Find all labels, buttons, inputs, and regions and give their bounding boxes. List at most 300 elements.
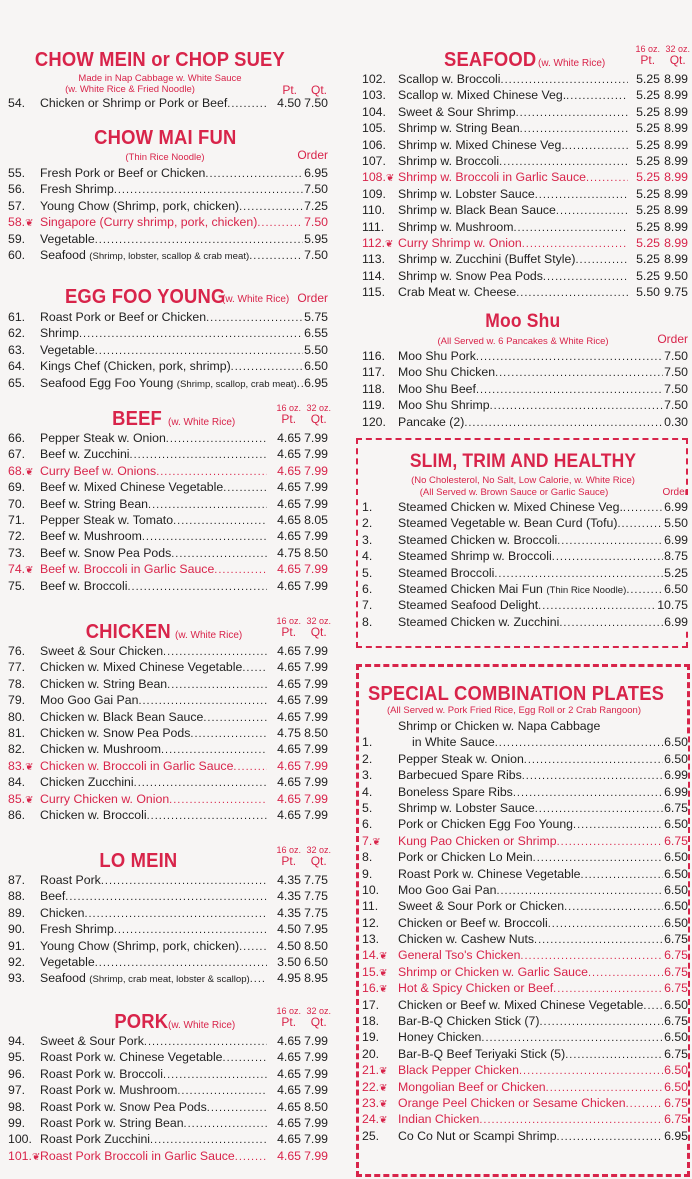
dot-leader — [163, 1067, 267, 1083]
item-name-text: Beef w. Broccoli — [40, 578, 128, 593]
item-name — [40, 643, 163, 659]
list-item — [0, 247, 345, 263]
price-pint: 4.50 — [277, 96, 301, 110]
item-name — [40, 578, 127, 594]
item-name-line — [40, 758, 267, 775]
price-quart: 7.99 — [304, 693, 328, 708]
item-name — [398, 800, 535, 816]
col-header-qt: 32 oz. Qt. — [306, 616, 331, 639]
price-order: 6.50 — [664, 751, 688, 766]
item-number: 4. — [362, 784, 373, 799]
item-name-line — [40, 741, 267, 758]
dot-leader — [166, 431, 267, 447]
section-subtitle: (w. White Rice) — [175, 630, 243, 641]
item-name-line — [398, 169, 628, 186]
item-name-text: Shrimp w. Snow Pea Pods — [398, 268, 543, 283]
item-number: 84. — [8, 775, 26, 790]
dot-leader — [169, 792, 267, 808]
list-item — [0, 725, 345, 741]
list-item — [0, 692, 345, 708]
list-item — [354, 833, 692, 849]
col-header-pt: Pt. — [282, 83, 297, 97]
item-name-text: Singapore (Curry shrimp, pork, chicken) — [40, 215, 258, 230]
item-name — [40, 1115, 184, 1131]
price-pint: 4.65 — [277, 676, 301, 691]
list-item — [0, 970, 345, 986]
item-name-line — [40, 325, 328, 342]
item-number: 23.❦ — [362, 1095, 388, 1110]
item-name-line — [40, 198, 328, 215]
list-item — [0, 888, 345, 904]
item-name-text: Steamed Vegetable w. Bean Curd (Tofu) — [398, 516, 618, 531]
list-item — [354, 532, 692, 548]
list-item — [354, 565, 692, 581]
price-order: 7.50 — [664, 349, 688, 363]
hot-spicy-icon: ❦ — [379, 1115, 388, 1127]
item-number: 75. — [8, 578, 26, 593]
price-pint: 4.75 — [277, 545, 301, 560]
price-pint: 5.25 — [636, 72, 660, 86]
list-item — [354, 915, 692, 931]
price-order: 6.99 — [664, 784, 688, 799]
price-order: 6.95 — [664, 1128, 688, 1143]
list-item — [354, 997, 692, 1013]
item-name-line — [40, 905, 267, 922]
item-name-line — [398, 515, 688, 532]
item-name — [398, 137, 565, 153]
price-pint: 4.65 — [277, 1034, 301, 1048]
section-pork — [0, 1006, 345, 1164]
item-name-text: Shrimp w. Mixed Chinese Veg. — [398, 137, 565, 152]
price-order: 7.50 — [664, 365, 688, 380]
price-quart: 8.50 — [304, 545, 328, 560]
item-name-text: Pepper Steak w. Tomato — [40, 512, 174, 527]
item-number: 21.❦ — [362, 1063, 388, 1078]
price-quart: 9.50 — [664, 268, 688, 283]
dot-leader — [190, 726, 267, 742]
col-header-qt: 32 oz. Qt. — [306, 845, 331, 868]
price-quart: 7.99 — [304, 644, 328, 658]
item-name-text: Beef w. String Bean — [40, 496, 149, 511]
section-egg-foo-young — [0, 287, 345, 391]
item-name-text: Vegetable — [40, 231, 95, 246]
item-name-text: Chicken w. Broccoli in Garlic Sauce — [40, 758, 234, 773]
dot-leader — [95, 343, 328, 359]
dot-leader — [148, 497, 267, 513]
item-number: 17. — [362, 997, 380, 1012]
price-order: 8.75 — [664, 549, 688, 564]
price-quart: 7.99 — [304, 529, 328, 544]
price-pint: 5.25 — [636, 252, 660, 267]
price-pint: 3.50 — [277, 954, 301, 969]
item-name — [398, 882, 496, 898]
item-name-line — [398, 800, 688, 817]
list-item — [0, 528, 345, 544]
item-name-text: Curry Beef w. Onions — [40, 463, 157, 478]
price-order: 6.75 — [664, 800, 688, 815]
item-name-text: Curry Chicken w. Onion — [40, 791, 170, 806]
item-name-text: Crab Meat w. Cheese — [398, 285, 517, 300]
section-slim — [354, 452, 692, 630]
item-name — [398, 1062, 519, 1078]
item-name-text: Pancake (2) — [398, 414, 465, 429]
price-quart: 8.99 — [664, 88, 688, 103]
item-name-text: Steamed Broccoli — [398, 565, 495, 580]
list-item — [354, 120, 692, 136]
item-name-line — [398, 964, 688, 981]
item-number: 25. — [362, 1128, 380, 1143]
item-number: 12. — [362, 915, 380, 930]
item-number: 10. — [362, 882, 380, 897]
price-quart: 8.99 — [664, 72, 688, 86]
dot-leader — [235, 1149, 267, 1165]
item-name-text: Sweet & Sour Pork — [40, 1034, 144, 1048]
dot-leader — [566, 88, 628, 104]
price-pint: 4.65 — [277, 742, 301, 757]
list-item — [354, 800, 692, 816]
list-item — [0, 512, 345, 528]
price-order: 6.99 — [664, 768, 688, 783]
price-pint: 5.50 — [636, 285, 660, 300]
dot-leader — [495, 735, 688, 751]
price-quart: 7.99 — [304, 562, 328, 577]
item-name-line — [40, 545, 267, 562]
item-name — [40, 446, 130, 462]
item-number: 109. — [362, 186, 386, 201]
dot-leader — [223, 1050, 267, 1066]
dot-leader — [203, 710, 267, 726]
item-list — [0, 643, 345, 823]
item-name — [398, 784, 513, 800]
section-lo-mein — [0, 845, 345, 987]
section-beef — [0, 403, 345, 594]
list-item — [0, 479, 345, 495]
dot-leader — [535, 187, 628, 203]
price-order: 6.50 — [664, 817, 688, 832]
price-order: 6.50 — [664, 581, 688, 596]
item-name-line — [40, 709, 267, 726]
item-name-line — [40, 430, 267, 447]
price-pint: 4.65 — [277, 791, 301, 806]
hot-spicy-icon: ❦ — [379, 967, 388, 979]
price-pint: 5.25 — [636, 235, 660, 250]
dot-leader — [101, 873, 267, 889]
dot-leader — [114, 182, 328, 198]
item-number: 14.❦ — [362, 948, 388, 963]
item-name-text: Chicken w. Cashew Nuts — [398, 932, 535, 947]
item-name — [398, 87, 566, 103]
item-number: 119. — [362, 398, 386, 413]
item-number: 5. — [362, 800, 373, 815]
item-name-line — [40, 1115, 267, 1132]
price-quart: 7.99 — [304, 1050, 328, 1065]
item-name-line — [398, 931, 688, 948]
list-item — [354, 964, 692, 980]
item-name-line — [398, 1013, 688, 1030]
list-item — [354, 499, 692, 515]
hot-spicy-icon: ❦ — [379, 1066, 388, 1078]
price-order: 6.99 — [664, 532, 688, 547]
item-number: 60. — [8, 247, 26, 262]
list-item — [354, 414, 692, 430]
list-item — [0, 1066, 345, 1082]
item-name — [40, 676, 167, 692]
price-pint: 4.65 — [277, 709, 301, 724]
dot-leader — [479, 1112, 688, 1128]
item-name-text: Seafood — [40, 247, 86, 262]
item-name-text: Moo Shu Pork — [398, 349, 476, 363]
price-order: 6.95 — [304, 166, 328, 180]
item-name-line — [398, 882, 688, 899]
item-name-text: Shrimp w. Black Bean Sauce — [398, 203, 556, 218]
price-order: 6.75 — [664, 948, 688, 963]
hot-spicy-icon: ❦ — [372, 836, 381, 848]
list-item — [0, 676, 345, 692]
item-name-text: Pork or Chicken Lo Mein — [398, 850, 533, 865]
item-name — [398, 532, 557, 548]
item-name-line — [398, 120, 628, 137]
section-title: BEEF — [112, 408, 162, 430]
col-header-qt: Qt. — [310, 83, 327, 97]
item-name-text: Seafood — [40, 971, 86, 986]
dot-leader — [233, 759, 267, 775]
hot-spicy-icon: ❦ — [25, 761, 34, 773]
price-pint: 5.25 — [636, 121, 660, 136]
item-name-text: Boneless Spare Ribs — [398, 784, 513, 799]
list-item — [354, 397, 692, 413]
dot-leader — [207, 1100, 267, 1116]
list-item — [0, 954, 345, 970]
item-name-text: Moo Shu Chicken — [398, 365, 496, 380]
price-order: 6.50 — [664, 850, 688, 865]
price-order: 7.50 — [664, 381, 688, 396]
item-name-line — [398, 1062, 688, 1079]
item-name-line — [40, 231, 328, 248]
item-number: 1. — [362, 735, 373, 750]
item-name-line — [398, 784, 688, 801]
price-pint: 4.65 — [277, 644, 301, 658]
list-item — [0, 214, 345, 230]
list-item — [354, 251, 692, 267]
price-order: 6.99 — [664, 614, 688, 629]
price-pint: 4.35 — [277, 889, 301, 904]
price-order: 5.75 — [304, 310, 328, 324]
item-name-text: Chicken w. String Bean — [40, 676, 168, 691]
item-number: 54. — [8, 96, 26, 110]
list-item — [0, 375, 345, 391]
item-number: 120. — [362, 414, 386, 429]
price-quart: 8.05 — [304, 512, 328, 527]
item-list — [0, 95, 345, 111]
price-pint: 4.65 — [277, 463, 301, 478]
item-name-text: Steamed Shrimp w. Broccoli — [398, 549, 552, 564]
item-name-line — [40, 309, 328, 326]
item-name-line — [398, 381, 688, 398]
item-number: 104. — [362, 104, 386, 119]
item-number: 112.❦ — [362, 235, 394, 250]
dot-leader — [144, 1034, 267, 1050]
item-name-line — [398, 1111, 688, 1128]
list-item — [0, 430, 345, 446]
price-order: 6.75 — [664, 1046, 688, 1061]
item-number: 7.❦ — [362, 833, 381, 848]
price-order: 6.50 — [664, 1079, 688, 1094]
item-number: 77. — [8, 660, 26, 675]
price-quart: 9.75 — [664, 285, 688, 300]
hot-spicy-icon: ❦ — [31, 1151, 41, 1163]
item-name — [40, 970, 250, 988]
item-name-line — [398, 1029, 688, 1046]
item-name-line — [40, 342, 328, 359]
list-item — [354, 1128, 692, 1144]
dot-leader — [513, 785, 688, 801]
item-name — [398, 364, 495, 380]
section-title: CHOW MAI FUN — [93, 127, 237, 149]
item-name-text: Roast Pork Zucchini — [40, 1132, 151, 1147]
item-name — [398, 980, 553, 996]
price-quart: 8.99 — [664, 104, 688, 119]
item-name-text: Roast Pork w. Chinese Vegetable — [40, 1050, 223, 1065]
item-name-text: Shrimp w. Lobster Sauce — [398, 800, 535, 815]
dot-leader — [173, 513, 267, 529]
item-number: 118. — [362, 381, 386, 396]
list-item — [0, 165, 345, 181]
item-name-line — [398, 947, 688, 964]
item-number: 98. — [8, 1099, 26, 1114]
dot-leader — [147, 808, 267, 824]
item-name-text: Honey Chicken — [398, 1030, 482, 1045]
list-item — [354, 581, 692, 597]
item-name-text: Scallop w. Mixed Chinese Veg. — [398, 88, 567, 103]
item-name-line — [398, 202, 628, 219]
price-pint: 4.65 — [277, 775, 301, 790]
item-name — [40, 247, 249, 265]
item-name-line — [398, 364, 688, 381]
section-note: Made in Nap Cabbage w. White Sauce — [78, 73, 242, 84]
item-name-line — [398, 1046, 688, 1063]
dot-leader — [490, 398, 688, 414]
list-item — [0, 659, 345, 675]
item-name — [398, 767, 522, 783]
price-order: 6.95 — [304, 375, 328, 390]
item-name — [398, 235, 522, 251]
price-pint: 4.65 — [277, 660, 301, 675]
item-number: 13. — [362, 932, 380, 947]
item-number: 114. — [362, 268, 386, 283]
item-name-line — [40, 512, 267, 529]
item-name-text: General Tso's Chicken — [398, 948, 521, 963]
list-item — [354, 718, 692, 734]
dot-leader — [556, 203, 628, 219]
list-item — [354, 348, 692, 364]
item-number: 24.❦ — [362, 1112, 388, 1127]
item-name — [398, 565, 494, 581]
item-number: 3. — [362, 532, 373, 547]
price-quart: 8.99 — [664, 219, 688, 234]
item-name-text: Young Chow (Shrimp, pork, chicken) — [40, 198, 240, 213]
item-number: 56. — [8, 182, 26, 197]
item-name-line — [40, 807, 267, 824]
item-name — [398, 898, 564, 914]
item-number: 102. — [362, 72, 386, 86]
item-name — [40, 358, 231, 374]
price-quart: 8.99 — [664, 153, 688, 168]
list-item — [0, 446, 345, 462]
price-order: 6.75 — [664, 1014, 688, 1029]
item-name — [398, 751, 524, 767]
item-number: 3. — [362, 768, 373, 783]
dot-leader — [79, 326, 328, 342]
price-quart: 7.99 — [304, 1132, 328, 1147]
item-number: 8. — [362, 850, 373, 865]
item-name — [40, 1131, 150, 1147]
item-name-line — [40, 446, 267, 463]
item-number: 74.❦ — [8, 562, 34, 577]
item-number: 73. — [8, 545, 26, 560]
item-name-text: Chicken w. Snow Pea Pods — [40, 725, 191, 740]
item-name — [40, 905, 84, 921]
item-number: 103. — [362, 88, 386, 103]
section-note: (All Served w. Pork Fried Rice, Egg Roll or 2 Crab Rangoon) — [387, 705, 641, 716]
item-name — [40, 463, 156, 479]
item-number: 101.❦ — [8, 1148, 41, 1163]
item-name-text: Black Pepper Chicken — [398, 1063, 519, 1078]
price-order: 6.75 — [664, 1095, 688, 1110]
list-item — [354, 104, 692, 120]
price-quart: 8.50 — [304, 725, 328, 740]
item-name — [398, 251, 575, 267]
section-note: (All Served w. Brown Sauce or Garlic Sauce) — [419, 487, 609, 498]
item-name — [40, 496, 148, 512]
col-header-qt: 32 oz. Qt. — [665, 44, 690, 67]
list-item — [354, 866, 692, 882]
item-name — [398, 1095, 626, 1111]
col-header-order: Order — [297, 148, 328, 162]
item-name — [40, 725, 190, 741]
item-name-line — [40, 643, 267, 660]
price-order: 7.50 — [304, 247, 328, 262]
item-number: 20. — [362, 1046, 380, 1061]
item-name-text: Pepper Steak w. Onion — [398, 751, 524, 766]
list-item — [354, 137, 692, 153]
item-name-line — [40, 375, 328, 393]
item-number: 8. — [362, 614, 373, 629]
list-item — [0, 938, 345, 954]
item-number: 85.❦ — [8, 791, 34, 806]
item-number: 110. — [362, 203, 386, 218]
price-order: 7.50 — [304, 215, 328, 230]
list-item — [354, 235, 692, 251]
hot-spicy-icon: ❦ — [25, 565, 34, 577]
item-name-line — [40, 676, 267, 693]
list-item — [0, 342, 345, 358]
item-name — [40, 214, 257, 230]
item-name — [40, 774, 134, 790]
price-quart: 8.99 — [664, 170, 688, 185]
list-item — [0, 1082, 345, 1098]
item-name-line — [398, 548, 688, 565]
list-item — [354, 87, 692, 103]
item-name-line — [398, 219, 628, 236]
dot-leader — [114, 922, 267, 938]
item-number: 82. — [8, 742, 26, 757]
price-pint: 4.65 — [277, 431, 301, 445]
item-name-text: Bar-B-Q Chicken Stick (7) — [398, 1014, 540, 1029]
item-name-text: Shrimp or Chicken w. Garlic Sauce — [398, 964, 588, 979]
item-name-line — [398, 751, 688, 768]
item-name-line — [40, 1131, 267, 1148]
item-name — [398, 202, 556, 218]
